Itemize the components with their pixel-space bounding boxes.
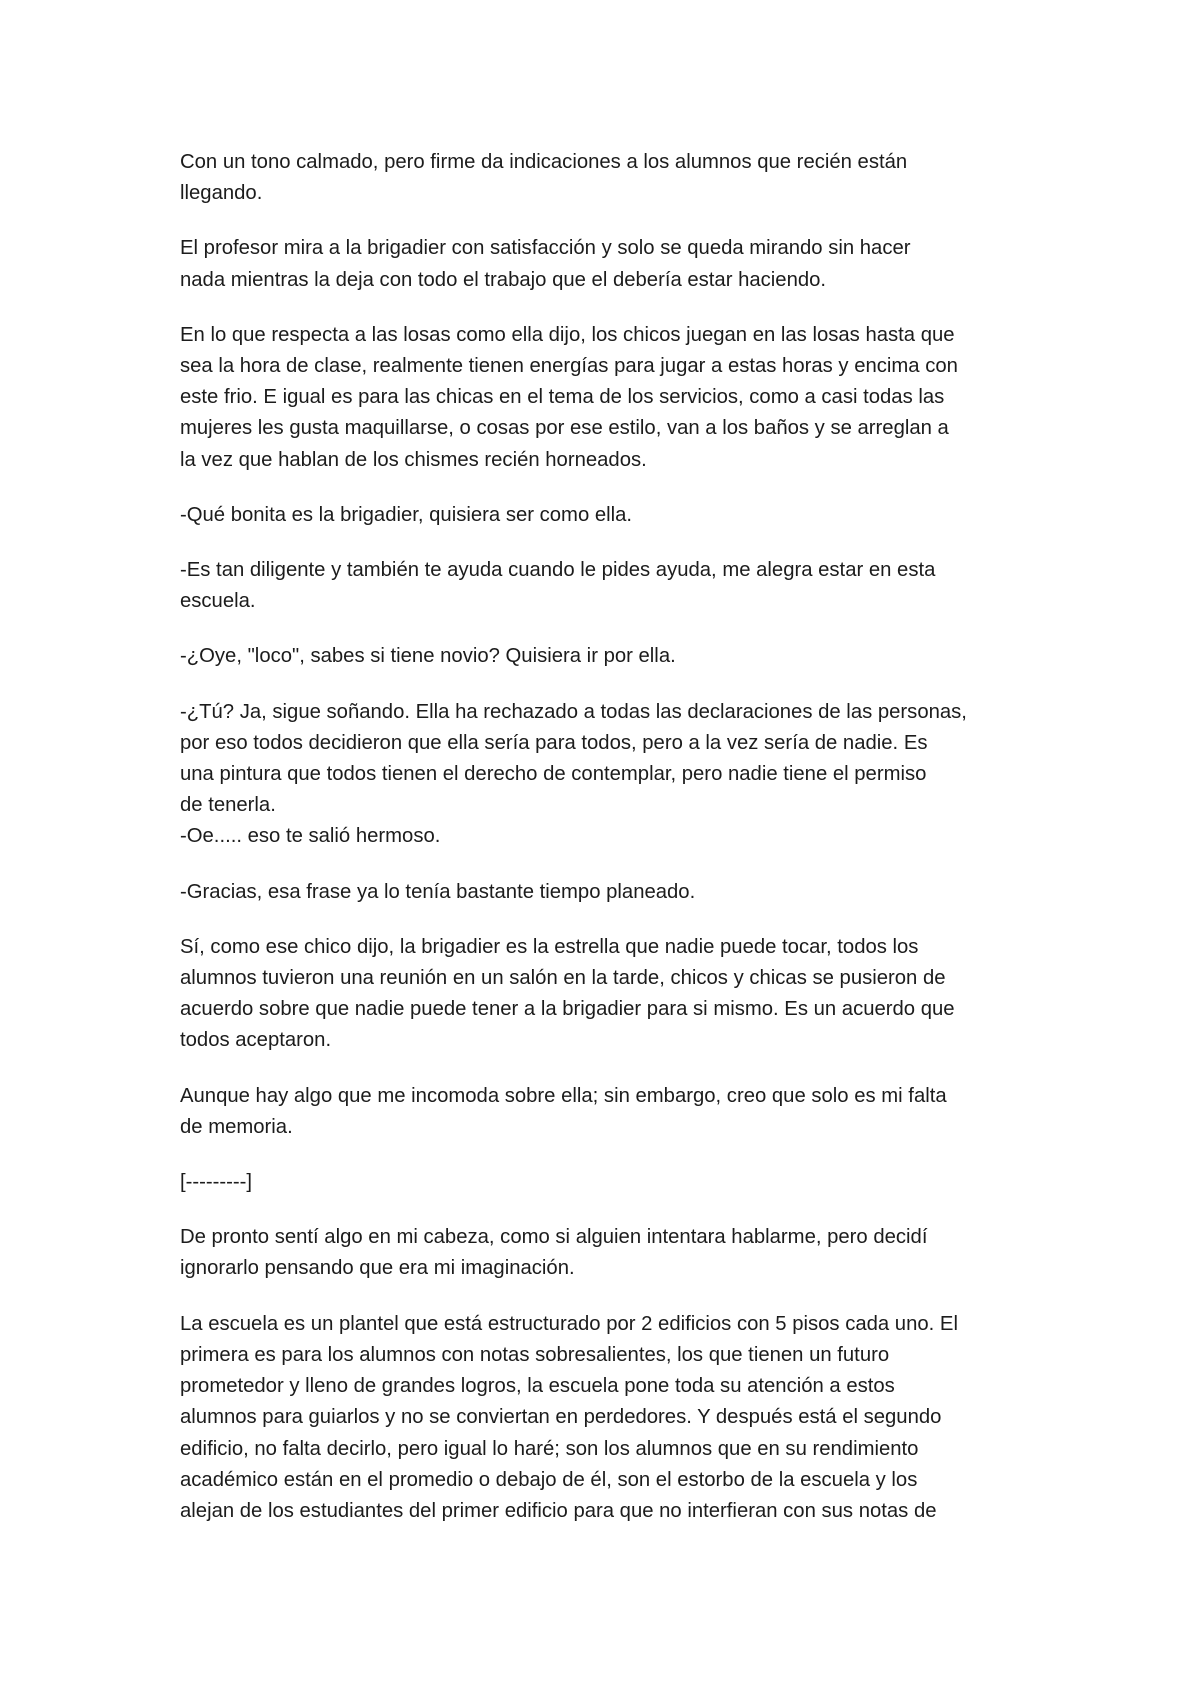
text-line: acuerdo sobre que nadie puede tener a la brigadier para si mismo. Es un acuerdo que (180, 998, 955, 1021)
text-line: -Qué bonita es la brigadier, quisiera ser como ella. (180, 503, 633, 526)
text-line: -Oe..... eso te salió hermoso. (180, 825, 441, 848)
text-line: mujeres les gusta maquillarse, o cosas por ese estilo, van a los baños y se arreglan a (180, 417, 949, 440)
text-line: -¿Tú? Ja, sigue soñando. Ella ha rechazado a todas las declaraciones de las personas, (180, 700, 967, 723)
text-line: Con un tono calmado, pero firme da indicaciones a los alumnos que recién están (180, 151, 908, 173)
text-line: El profesor mira a la brigadier con satisfacción y solo se queda mirando sin hacer (180, 237, 911, 260)
paragraph (180, 320, 1020, 476)
text-line: académico están en el promedio o debajo de él, son el estorbo de la escuela y los (180, 1468, 918, 1491)
text-line: llegando. (180, 182, 263, 205)
paragraph (180, 641, 1020, 672)
document-body (180, 147, 1020, 1551)
paragraph (180, 697, 1020, 853)
text-line: prometedor y lleno de grandes logros, la escuela pone toda su atención a estos (180, 1375, 895, 1398)
paragraph (180, 877, 1020, 908)
text-line: Sí, como ese chico dijo, la brigadier es la estrella que nadie puede tocar, todos los (180, 935, 919, 958)
text-line: La escuela es un plantel que está estructurado por 2 edificios con 5 pisos cada uno. El (180, 1312, 958, 1335)
text-line: De pronto sentí algo en mi cabeza, como si alguien intentara hablarme, pero decidí (180, 1226, 928, 1249)
text-line: primera es para los alumnos con notas sobresalientes, los que tienen un futuro (180, 1343, 890, 1366)
text-line: la vez que hablan de los chismes recién horneados. (180, 448, 647, 471)
text-line: sea la hora de clase, realmente tienen energías para jugar a estas horas y encima con (180, 355, 958, 378)
paragraph (180, 555, 1020, 617)
paragraph (180, 1081, 1020, 1143)
text-line: escuela. (180, 590, 256, 613)
text-line: -Gracias, esa frase ya lo tenía bastante tiempo planeado. (180, 880, 696, 903)
text-line: de tenerla. (180, 794, 276, 817)
text-line: alejan de los estudiantes del primer edificio para que no interfieran con sus notas de (180, 1499, 937, 1522)
paragraph (180, 147, 1020, 209)
text-line: edificio, no falta decirlo, pero igual lo haré; son los alumnos que en su rendimiento (180, 1437, 919, 1460)
text-line: -¿Oye, "loco", sabes si tiene novio? Quisiera ir por ella. (180, 645, 676, 668)
paragraph (180, 1309, 1020, 1527)
text-line: [---------] (180, 1171, 253, 1194)
text-line: alumnos para guiarlos y no se conviertan en perdedores. Y después está el segundo (180, 1406, 942, 1429)
text-line: este frio. E igual es para las chicas en el tema de los servicios, como a casi todas las (180, 386, 945, 409)
paragraph (180, 932, 1020, 1057)
text-line: alumnos tuvieron una reunión en un salón en la tarde, chicos y chicas se pusieron de (180, 967, 946, 990)
text-line: Aunque hay algo que me incomoda sobre ella; sin embargo, creo que solo es mi falta (180, 1084, 947, 1107)
text-line: por eso todos decidieron que ella sería para todos, pero a la vez sería de nadie. Es (180, 731, 928, 754)
paragraph (180, 500, 1020, 531)
text-line: -Es tan diligente y también te ayuda cuando le pides ayuda, me alegra estar en esta (180, 559, 936, 582)
paragraph (180, 233, 1020, 295)
text-line: todos aceptaron. (180, 1029, 332, 1052)
text-line: En lo que respecta a las losas como ella dijo, los chicos juegan en las losas hasta que (180, 323, 955, 346)
paragraph (180, 1167, 1020, 1198)
text-line: nada mientras la deja con todo el trabajo que el debería estar haciendo. (180, 268, 827, 291)
paragraph (180, 1222, 1020, 1284)
text-line: ignorarlo pensando que era mi imaginación. (180, 1257, 575, 1280)
text-line: una pintura que todos tienen el derecho de contemplar, pero nadie tiene el permiso (180, 763, 927, 786)
text-line: de memoria. (180, 1115, 293, 1138)
